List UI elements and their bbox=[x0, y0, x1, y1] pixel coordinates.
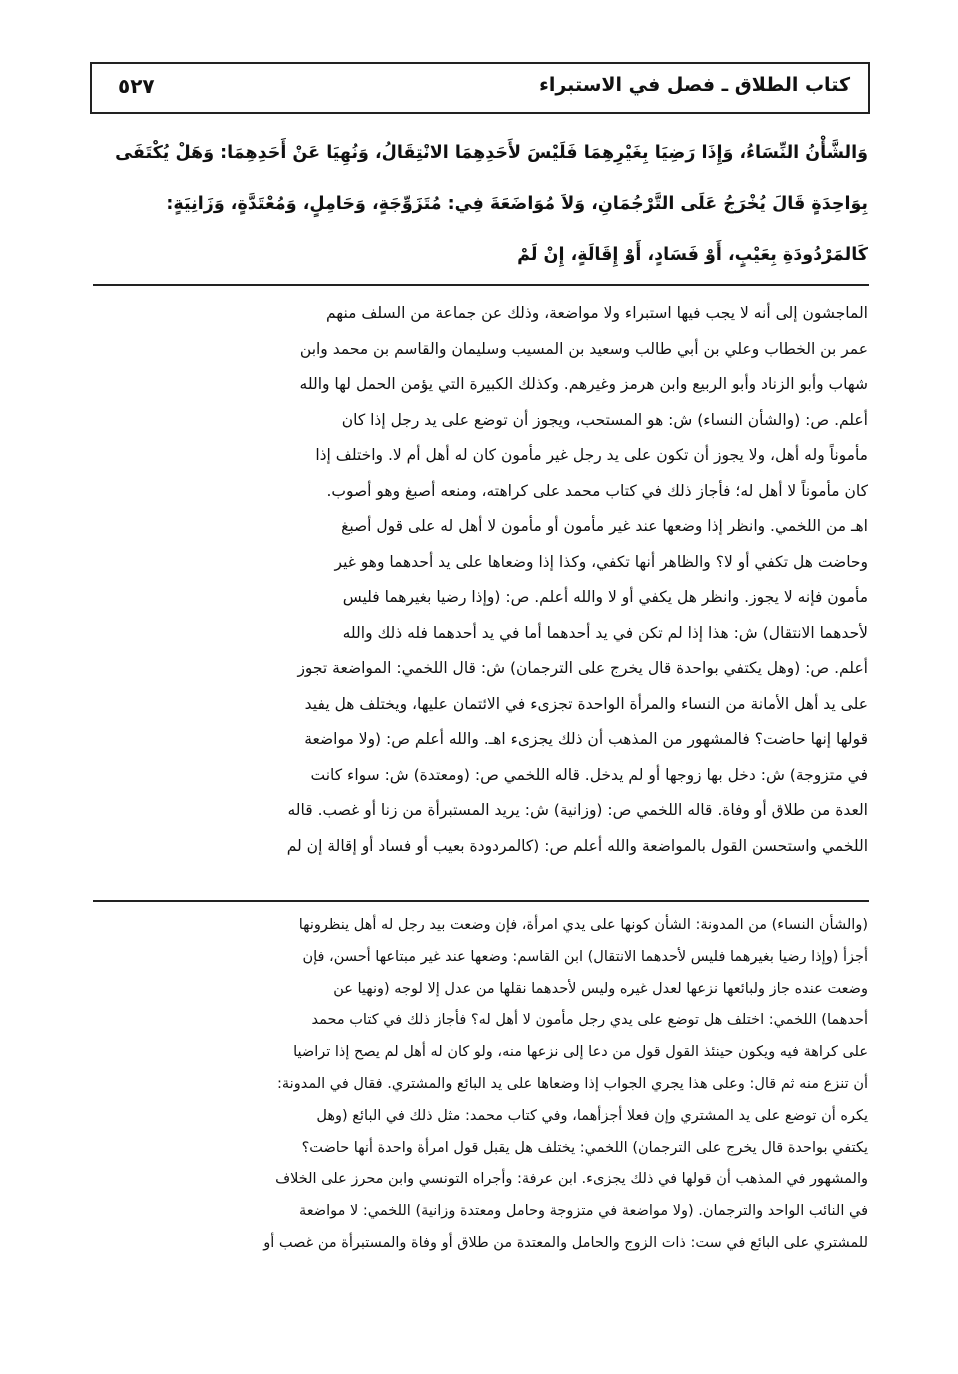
commentary-line: قولها إنها حاضت؟ فالمشهور من المذهب أن ذلك يجزىء اهـ. والله أعلم ص: (ولا مواضعة bbox=[304, 730, 868, 748]
footnote-line: وضعت عنده جاز ولبائعها نزعها لعدل غيره وليس لأحدهما نقلها من عدل إلا لوجه (ونهيا عن bbox=[333, 980, 868, 997]
commentary-line: شهاب وأبو الزناد وأبو الربيع وابن هرمز وغيرهم. وكذلك الكبيرة التي يؤمن الحمل لها والله bbox=[299, 375, 868, 393]
footnote-line: أجزأ (وإذا رضيا بغيرهما فليس لأحدهما الانتقال) ابن القاسم: وضعها عند غير مبتاعها أحسن، فإن bbox=[302, 948, 868, 965]
footnote-text bbox=[93, 910, 868, 1260]
commentary-line: مأمون فإنه لا يجوز. وانظر هل يكفي أو لا والله أعلم. ص: (وإذا رضيا بغيرهما فليس bbox=[342, 588, 868, 606]
commentary-line: مأموناً وله أهل، ولا يجوز أن تكون على يد رجل غير مأمون كان له أهل أم لا. واختلف إذا bbox=[315, 446, 868, 464]
page-number: ٥٢٧ bbox=[118, 74, 155, 98]
footnote-line: يكتفي بواحدة قال يخرج على الترجمان) اللخمي: يختلف هل يقبل قول امرأة واحدة أنها حاضت؟ bbox=[301, 1139, 868, 1156]
footnote-line: في النائب الواحد والترجمان. (ولا مواضعة في متزوجة وحامل ومعتدة وزانية) اللخمي: لا مواضعة bbox=[299, 1203, 868, 1220]
chapter-title: كتاب الطلاق ـ فصل في الاستبراء bbox=[539, 74, 850, 96]
commentary-line: اللخمي واستحسن القول بالمواضعة والله أعلم ص: (كالمردودة بعيب أو فساد أو إقالة إن لم bbox=[286, 836, 868, 855]
commentary-line: عمر بن الخطاب وعلي بن أبي طالب وسعيد بن المسيب وسليمان والقاسم بن محمد وابن bbox=[299, 339, 868, 358]
footnote-line: للمشتري على البائع في ست: ذات الزوج والحامل والمعتدة من طلاق أو وفاة والمستبرأة من غصب أو bbox=[263, 1234, 868, 1251]
main-text-line: وَالشَّأْنُ النِّسَاءُ، وَإِذَا رَضِيَا بِغَيْرِهِمَا فَلَيْسَ لأَحَدِهِمَا الانْتِقَالُ، وَنُهِيَا عَنْ أَحَدِهِمَا: وَهَلْ يُكْتَفَى bbox=[115, 143, 868, 163]
main-text-line: كَالمَرْدُودَةِ بِعَيْبٍ، أَوْ فَسَادٍ، أَوْ إِقَالَةٍ، إِنْ لَمْ bbox=[517, 245, 868, 265]
section-divider bbox=[93, 900, 869, 902]
commentary-line: اهـ من اللخمي. وانظر إذا وضعها عند غير مأمون أو مأمون لا أهل له على قول أصبغ bbox=[341, 517, 868, 535]
commentary-line: العدة من طلاق أو وفاة. قاله اللخمي ص: (وزانية) ش: يريد المستبرأة من زنا أو غصب. قاله bbox=[287, 801, 868, 819]
commentary-line: أعلم. ص: (والشأن النساء) ش: هو المستحب، ويجوز أن توضع على يد رجل إذا كان bbox=[341, 410, 868, 429]
commentary-line: كان مأموناً لا أهل له؛ فأجاز ذلك في كتاب محمد على كراهته، ومنعه أصبغ وهو أصوب. bbox=[326, 481, 868, 500]
commentary-line: على يد أهل الأمانة من النساء والمرأة الواحدة تجزىء في الائتمان عليها، ويختلف هل يفيد bbox=[304, 694, 868, 713]
footnote-line: على كراهة فيه ويكون حينئذ القول قول من دعا إلى نزعها منه، ولو كان له أهل لم يصح إذا تراضيا bbox=[293, 1044, 868, 1061]
footnote-line: أن تنزع منه ثم قال: وعلى هذا يجري الجواب إذا وضعاها على يد البائع والمشتري. فقال في المدونة: bbox=[277, 1075, 868, 1092]
commentary-line: لأحدهما الانتقال) ش: هذا إذا لم تكن في يد أحدهما أما في يد أحدهما فله ذلك والله bbox=[342, 623, 868, 642]
page-header bbox=[90, 62, 870, 114]
commentary-text bbox=[93, 296, 868, 864]
footnote-line: أحدهما) اللخمي: اختلف هل توضع على يدي رجل مأمون لا أهل له؟ فأجاز ذلك في كتاب محمد bbox=[311, 1012, 868, 1029]
commentary-line: وحاضت هل تكفي أو لا؟ والظاهر أنها تكفي، وكذا إذا وضعاها على يد أحدهما وهو غير bbox=[334, 552, 868, 571]
footnote-line: يكره أن توضع على يد المشتري وإن فعلا أجزأهما، وفي كتاب محمد: مثل ذلك في البائع (وهل bbox=[316, 1107, 868, 1124]
main-text-line: بِوَاحِدَةٍ قَالَ يُخْرَجُ عَلَى التَّرْجُمَانِ، وَلاَ مُوَاضَعَةَ فِي: مُتَزَوِّجَةٍ، وَحَامِلٍ، وَمُعْتَدَّةٍ، وَزَانِيَةٍ: bbox=[166, 194, 868, 214]
footnote-line: (والشأن النساء) من المدونة: الشأن كونها على يدي امرأة، فإن وضعت بيد رجل له أهل ينظرونها bbox=[298, 917, 868, 933]
commentary-line: في متزوجة) ش: دخل بها زوجها أو لم يدخل. قاله اللخمي ص: (ومعتدة) ش: سواء كانت bbox=[310, 765, 868, 784]
main-text bbox=[93, 128, 868, 281]
commentary-line: أعلم. ص: (وهل يكتفي بواحدة قال يخرج على الترجمان) ش: قال اللخمي: المواضعة تجوز bbox=[297, 659, 868, 677]
footnote-line: والمشهور في المذهب أن قولها في ذلك يجزىء. ابن عرفة: وأجراه التونسي وابن محرز على الخلاف bbox=[275, 1171, 868, 1188]
section-divider bbox=[93, 284, 869, 286]
commentary-line: الماجشون إلى أنه لا يجب فيها استبراء ولا مواضعة، وذلك عن جماعة من السلف منهم bbox=[325, 304, 868, 322]
